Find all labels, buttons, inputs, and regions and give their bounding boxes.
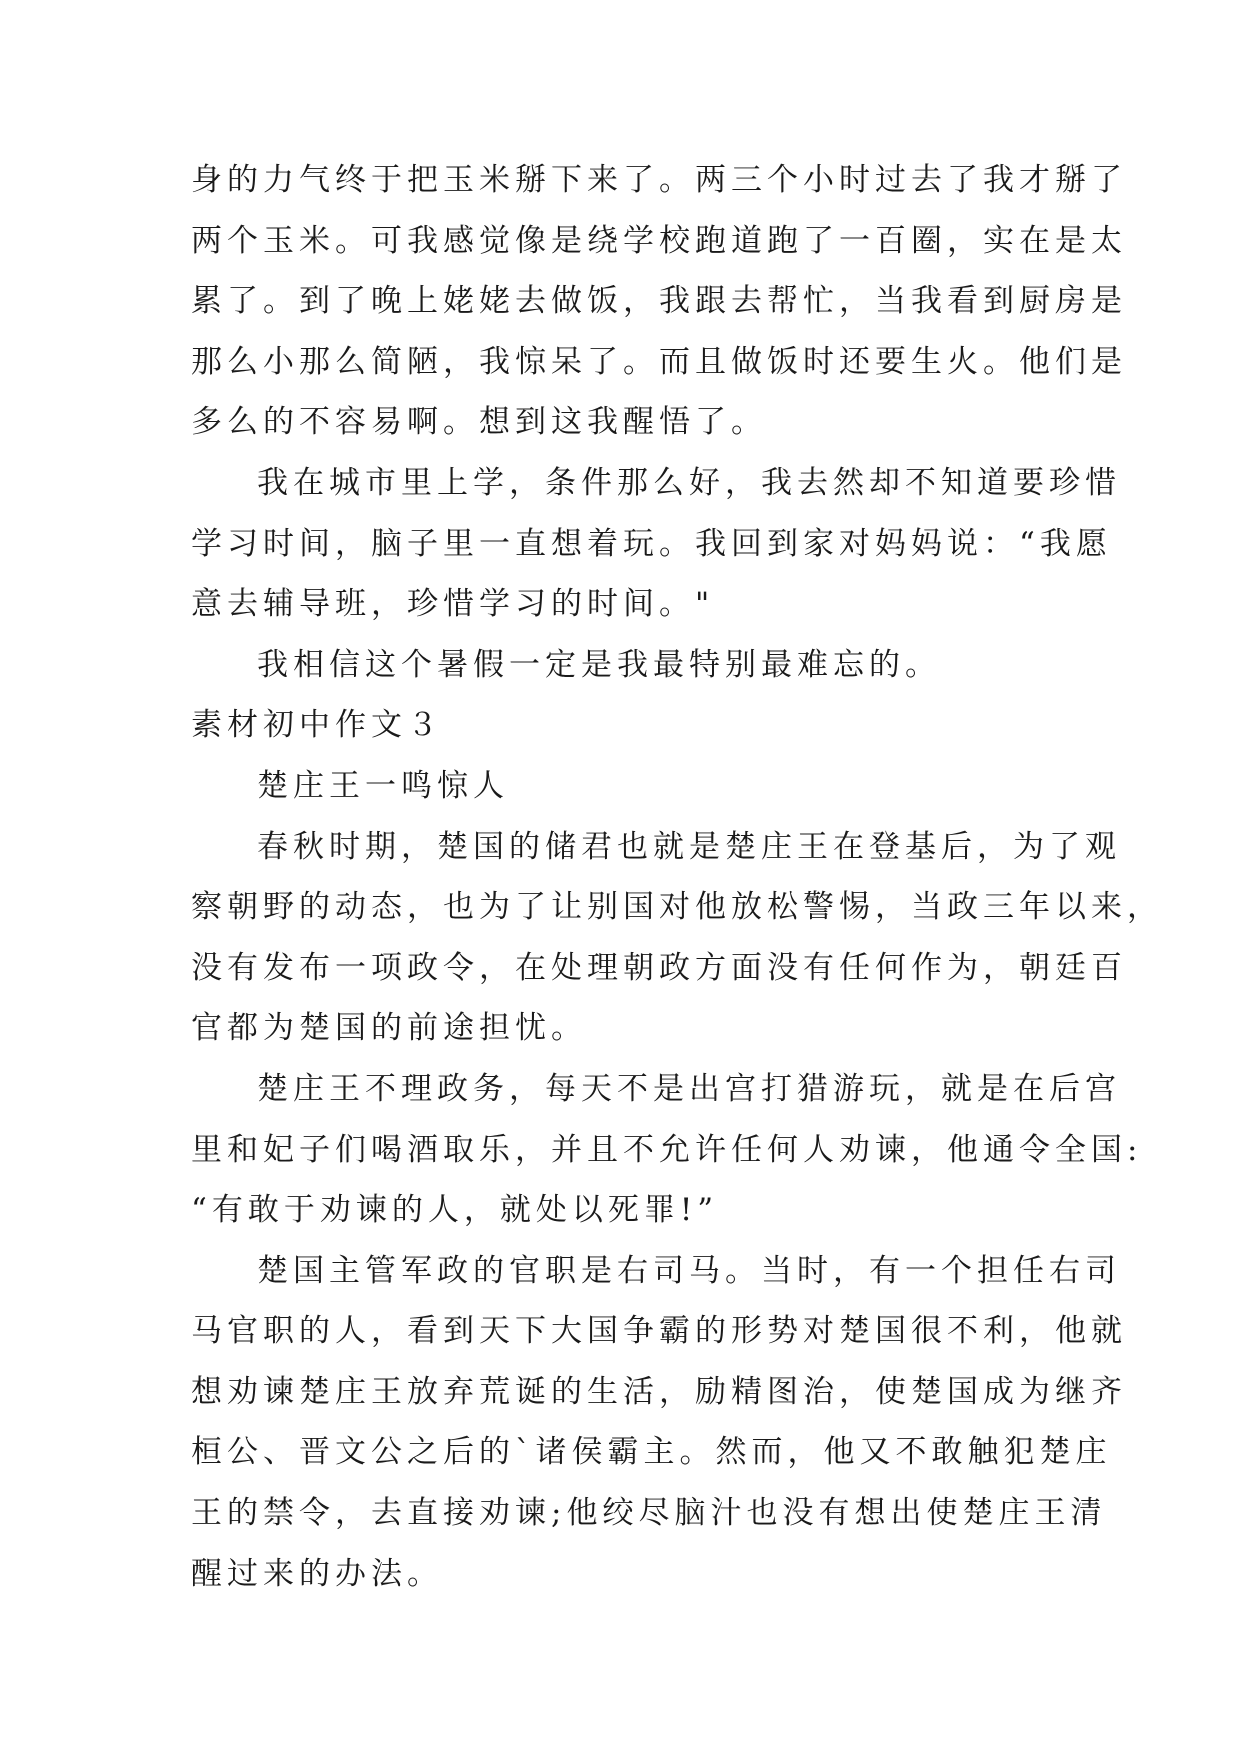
- text-line: 没有发布一项政令，在处理朝政方面没有任何作为，朝廷百: [191, 949, 1127, 986]
- text-line: 马官职的人，看到天下大国争霸的形势对楚国很不利，他就: [191, 1313, 1127, 1350]
- paragraph-start-line: 我在城市里上学，条件那么好，我去然却不知道要珍惜: [257, 464, 1121, 501]
- text-line: 里和妃子们喝酒取乐，并且不允许任何人劝谏，他通令全国:: [191, 1131, 1143, 1168]
- text-line: 王的禁令，去直接劝谏;他绞尽脑汁也没有想出使楚庄王清: [191, 1495, 1107, 1532]
- text-line: 想劝谏楚庄王放弃荒诞的生活，励精图治，使楚国成为继齐: [191, 1373, 1127, 1410]
- section-heading: 素材初中作文３: [191, 707, 443, 744]
- essay-title: 楚庄王一鸣惊人: [257, 767, 509, 804]
- paragraph-start-line: 春秋时期，楚国的储君也就是楚庄王在登基后，为了观: [257, 828, 1121, 865]
- text-line: 身的力气终于把玉米掰下来了。两三个小时过去了我才掰了: [191, 162, 1127, 198]
- text-line: 官都为楚国的前途担忧。: [191, 1010, 587, 1047]
- text-line: 察朝野的动态，也为了让别国对他放松警惕，当政三年以来，: [191, 889, 1163, 926]
- text-line: 累了。到了晚上姥姥去做饭，我跟去帮忙，当我看到厨房是: [191, 283, 1127, 320]
- text-line: 醒过来的办法。: [191, 1555, 443, 1592]
- essay-text: [191, 150, 1163, 1604]
- text-line: 意去辅导班，珍惜学习的时间。": [191, 586, 715, 623]
- text-line: 学习时间，脑子里一直想着玩。我回到家对妈妈说：“我愿: [191, 525, 1112, 562]
- paragraph-start-line: 楚国主管军政的官职是右司马。当时，有一个担任右司: [257, 1252, 1121, 1289]
- text-line: 桓公、晋文公之后的`诸侯霸主。然而，他又不敢触犯楚庄: [191, 1434, 1112, 1471]
- text-line: 多么的不容易啊。想到这我醒悟了。: [191, 404, 767, 441]
- paragraph-start-line: 楚庄王不理政务，每天不是出宫打猎游玩，就是在后宫: [257, 1070, 1121, 1107]
- text-line: “有敢于劝谏的人，就处以死罪!”: [191, 1192, 719, 1229]
- text-line: 那么小那么简陋，我惊呆了。而且做饭时还要生火。他们是: [191, 343, 1127, 380]
- text-line: 两个玉米。可我感觉像是绕学校跑道跑了一百圈，实在是太: [191, 222, 1127, 259]
- paragraph-start-line: 我相信这个暑假一定是我最特别最难忘的。: [257, 646, 941, 683]
